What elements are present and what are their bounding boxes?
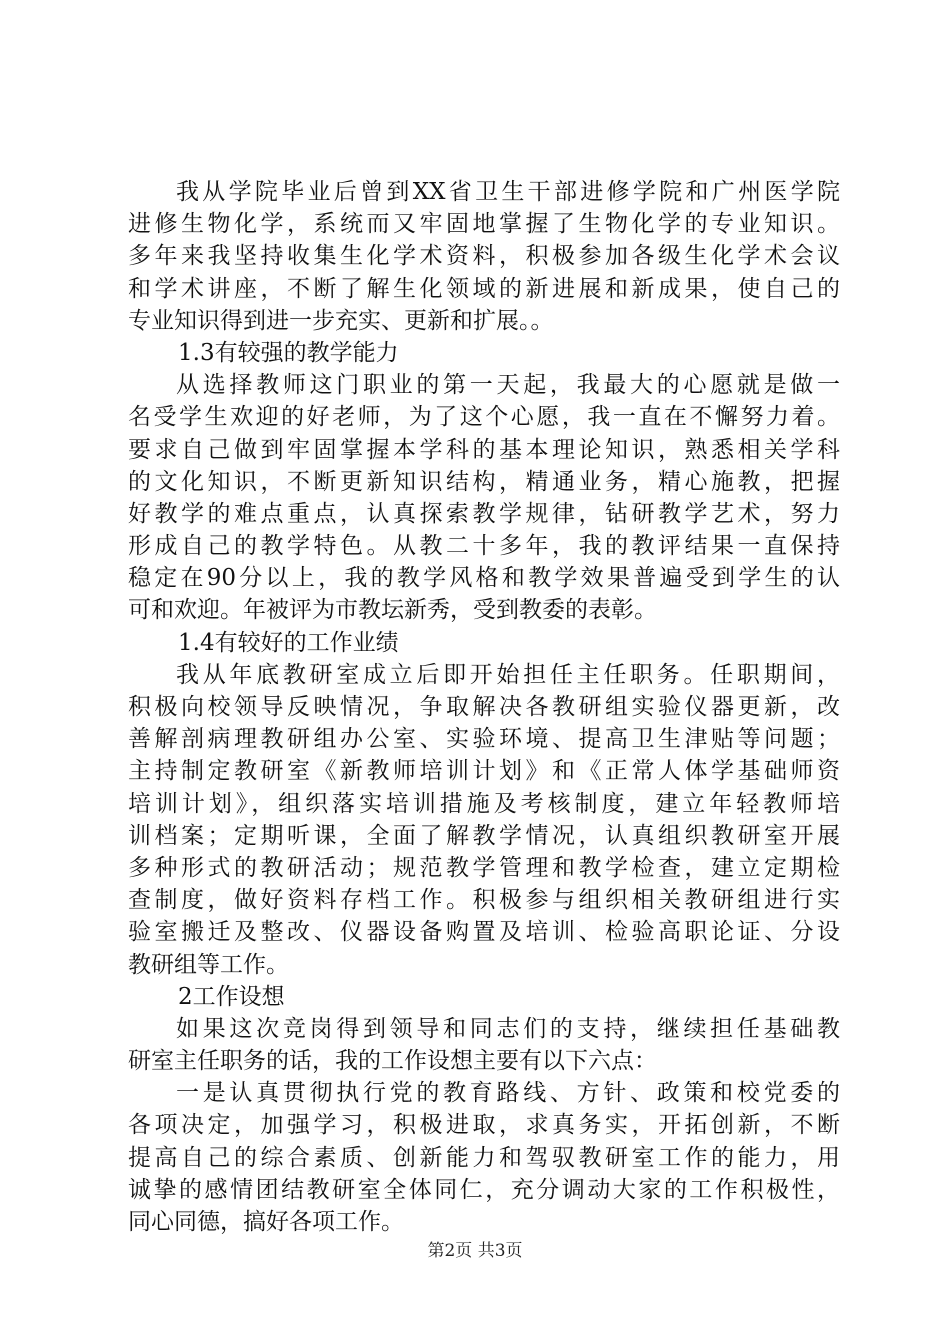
paragraph-line: 善解剖病理教研组办公室、实验环境、提高卫生津贴等问题； bbox=[128, 726, 840, 753]
section-heading: 1.4有较好的工作业绩 bbox=[178, 629, 399, 656]
paragraph-line: 名受学生欢迎的好老师，为了这个心愿，我一直在不懈努力着。 bbox=[128, 404, 840, 431]
paragraph-line: 同心同德，搞好各项工作。 bbox=[128, 1209, 404, 1235]
paragraph-line: 提高自己的综合素质、创新能力和驾驭教研室工作的能力，用 bbox=[128, 1144, 840, 1171]
paragraph-line: 训档案；定期听课，全面了解教学情况，认真组织教研室开展 bbox=[128, 822, 840, 849]
paragraph-line: 主持制定教研室《新教师培训计划》和《正常人体学基础师资 bbox=[128, 758, 840, 785]
paragraph-line: 验室搬迁及整改、仪器设备购置及培训、检验高职论证、分设 bbox=[128, 919, 840, 946]
paragraph-line: 专业知识得到进一步充实、更新和扩展。。 bbox=[128, 307, 554, 334]
paragraph-line: 积极向校领导反映情况，争取解决各教研组实验仪器更新，改 bbox=[128, 694, 840, 720]
paragraph-line: 进修生物化学，系统而又牢固地掌握了生物化学的专业知识。 bbox=[128, 211, 840, 238]
paragraph-line: 和学术讲座，不断了解生化领域的新进展和新成果，使自己的 bbox=[128, 275, 840, 302]
section-heading: 1.3有较强的教学能力 bbox=[178, 339, 399, 366]
paragraph-line: 我从学院毕业后曾到XX省卫生干部进修学院和广州医学院 bbox=[176, 179, 840, 205]
page-footer: 第2页 共3页 bbox=[427, 1241, 523, 1261]
paragraph-line: 研室主任职务的话，我的工作设想主要有以下六点： bbox=[128, 1048, 657, 1075]
section-heading: 2工作设想 bbox=[178, 983, 285, 1010]
paragraph-line: 可和欢迎。年被评为市教坛新秀，受到教委的表彰。 bbox=[128, 597, 657, 624]
paragraph-line: 好教学的难点重点，认真探索教学规律，钻研教学艺术，努力 bbox=[128, 500, 840, 527]
paragraph-line: 的文化知识，不断更新知识结构，精通业务，精心施教，把握 bbox=[128, 468, 840, 495]
paragraph-line: 如果这次竞岗得到领导和同志们的支持，继续担任基础教 bbox=[176, 1015, 840, 1042]
paragraph-line: 多种形式的教研活动；规范教学管理和教学检查，建立定期检 bbox=[128, 854, 840, 881]
paragraph-line: 培训计划》，组织落实培训措施及考核制度，建立年轻教师培 bbox=[128, 790, 840, 817]
document-body bbox=[128, 176, 840, 1238]
paragraph-line: 从选择教师这门职业的第一天起，我最大的心愿就是做一 bbox=[176, 372, 840, 399]
paragraph-line: 各项决定，加强学习，积极进取，求真务实，开拓创新，不断 bbox=[128, 1112, 840, 1139]
paragraph-line: 多年来我坚持收集生化学术资料，积极参加各级生化学术会议 bbox=[128, 243, 840, 270]
paragraph-line: 一是认真贯彻执行党的教育路线、方针、政策和校党委的 bbox=[176, 1080, 840, 1107]
paragraph-line: 诚挚的感情团结教研室全体同仁，充分调动大家的工作积极性， bbox=[128, 1176, 840, 1203]
paragraph-line: 我从年底教研室成立后即开始担任主任职务。任职期间， bbox=[176, 661, 840, 688]
paragraph-line: 稳定在90分以上，我的教学风格和教学效果普遍受到学生的认 bbox=[128, 565, 840, 592]
paragraph-line: 查制度，做好资料存档工作。积极参与组织相关教研组进行实 bbox=[128, 887, 840, 914]
paragraph-line: 要求自己做到牢固掌握本学科的基本理论知识，熟悉相关学科 bbox=[128, 436, 840, 463]
paragraph-line: 形成自己的教学特色。从教二十多年，我的教评结果一直保持 bbox=[128, 533, 840, 560]
paragraph-line: 教研组等工作。 bbox=[128, 951, 289, 978]
